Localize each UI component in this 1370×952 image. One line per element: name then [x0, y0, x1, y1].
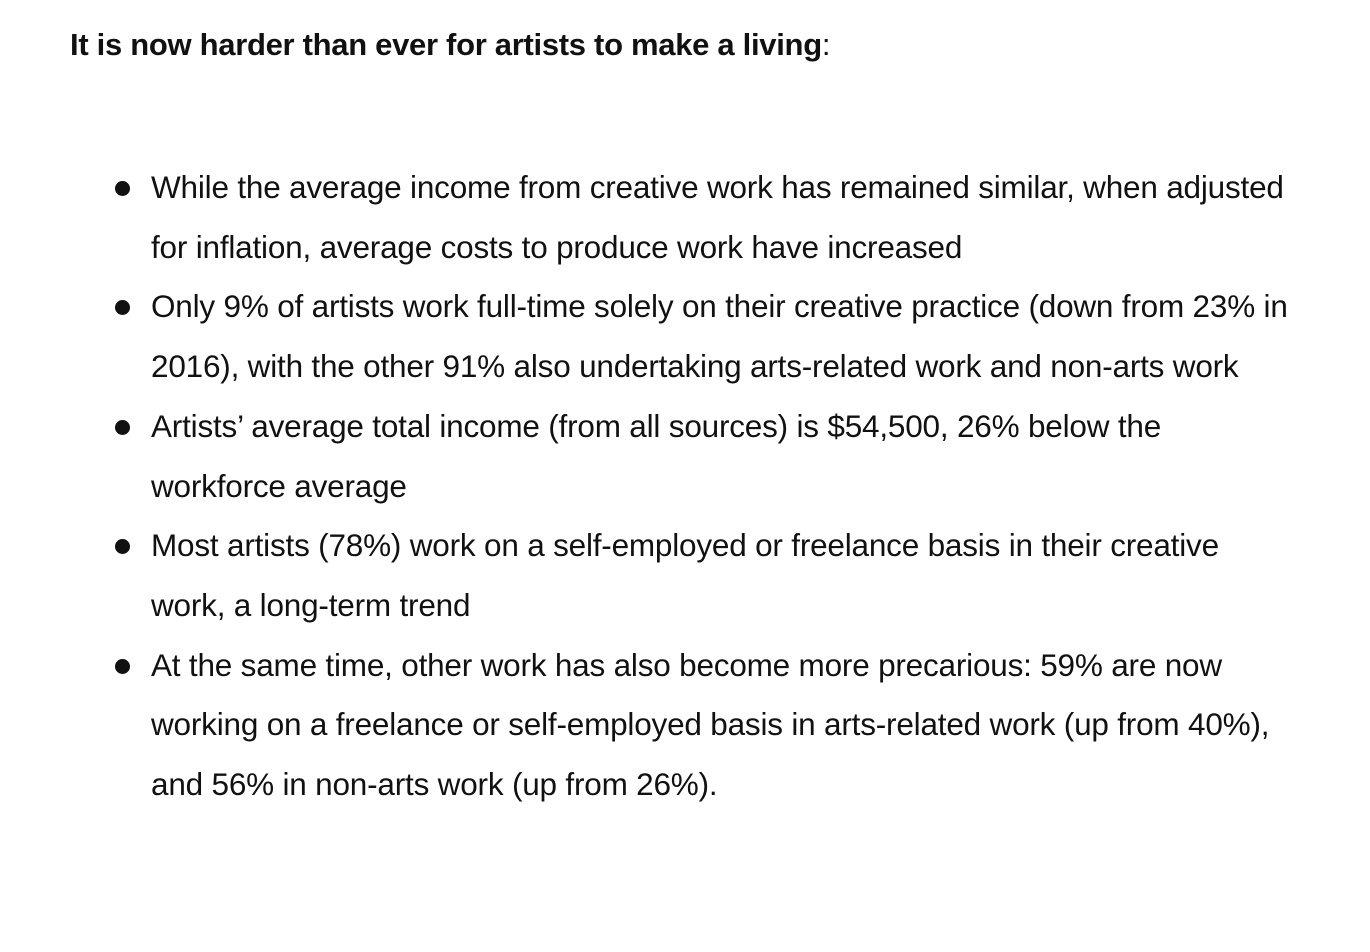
bullet-text: Only 9% of artists work full-time solely on their creative practice (down from 23% in 2016), with the other 91% also undertaking arts-related work and non-arts work — [151, 288, 1288, 385]
bullet-text: Artists’ average total income (from all sources) is $54,500, 26% below the workforce average — [151, 407, 1162, 504]
article-content — [70, 22, 1300, 815]
bullet-dot-icon — [115, 539, 130, 554]
bullet-item-self-employed — [70, 516, 1300, 635]
bullet-item-average-income — [70, 397, 1300, 516]
bullet-dot-icon — [115, 420, 130, 435]
section-heading-colon: : — [821, 27, 831, 62]
bullet-text: At the same time, other work has also become more precarious: 59% are now working on a freelance or self-employed basis in arts-related work (up from 40%), and 56% in non-arts work (up from 26%). — [151, 646, 1270, 803]
section-heading-text: It is now harder than ever for artists to make a living — [70, 27, 822, 62]
bullet-item-inflation-costs — [70, 158, 1300, 277]
bullet-dot-icon — [115, 181, 130, 196]
bullet-dot-icon — [115, 659, 130, 674]
bullet-item-precarious-work — [70, 636, 1300, 815]
bullet-item-full-time-share — [70, 277, 1300, 396]
section-heading — [70, 22, 1300, 68]
bullet-list — [70, 158, 1300, 815]
bullet-text: Most artists (78%) work on a self-employed or freelance basis in their creative work, a long-term trend — [151, 527, 1219, 623]
bullet-dot-icon — [115, 300, 130, 315]
bullet-text: While the average income from creative work has remained similar, when adjusted for inflation, average costs to produce work have increased — [151, 169, 1284, 265]
